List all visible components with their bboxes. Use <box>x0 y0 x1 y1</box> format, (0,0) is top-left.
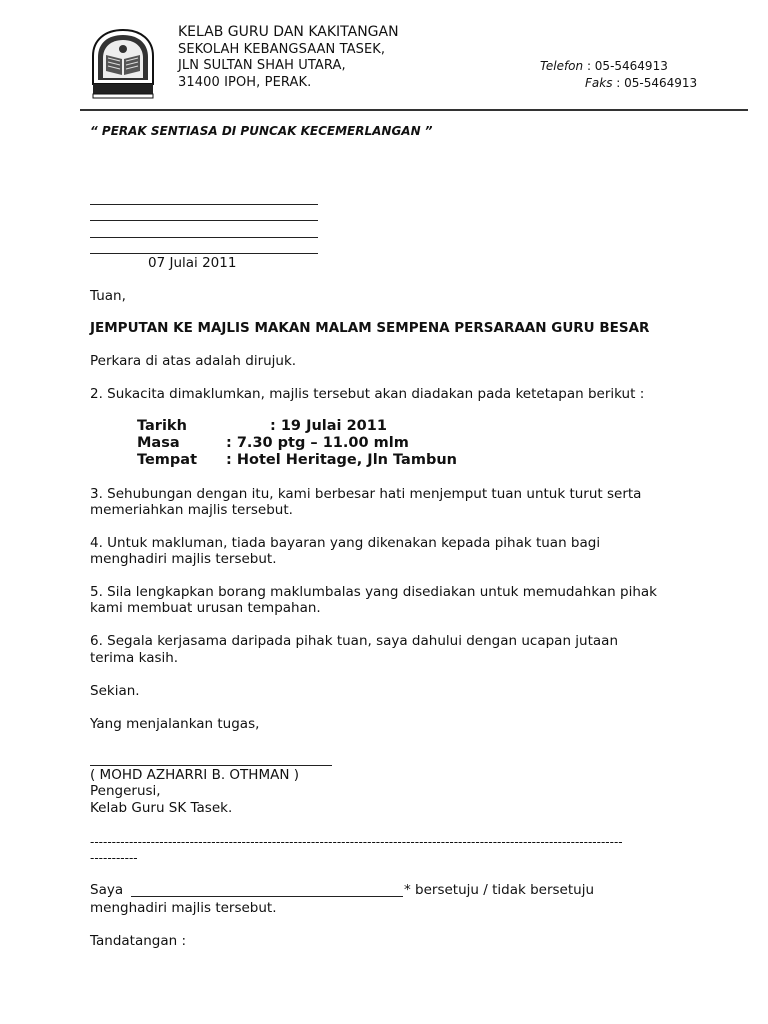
motto: “ PERAK SENTIASA DI PUNCAK KECEMERLANGAN ” <box>90 124 433 138</box>
signer-organisation: Kelab Guru SK Tasek. <box>90 800 233 816</box>
event-venue-value: : Hotel Heritage, Jln Tambun <box>226 452 457 468</box>
reply-agree-option: * bersetuju / tidak bersetuju <box>404 882 595 898</box>
paragraph-4-line-1: 4. Untuk makluman, tiada bayaran yang dikenakan kepada pihak tuan bagi <box>90 535 601 551</box>
signature-line <box>90 765 332 766</box>
address-line-3: 31400 IPOH, PERAK. <box>178 75 312 90</box>
recipient-line-4 <box>90 253 318 254</box>
telephone-label: Telefon <box>540 59 584 73</box>
telephone-value: : 05-5464913 <box>583 59 668 73</box>
org-name: KELAB GURU DAN KAKITANGAN <box>178 24 399 40</box>
letter-date: 07 Julai 2011 <box>148 255 237 271</box>
address-line-2: JLN SULTAN SHAH UTARA, <box>178 58 346 73</box>
event-venue-label: Tempat <box>137 452 198 468</box>
address-line-1: SEKOLAH KEBANGSAAN TASEK, <box>178 42 386 57</box>
event-time-value: : 7.30 ptg – 11.00 mlm <box>226 435 409 451</box>
recipient-line-1 <box>90 204 318 205</box>
reply-name-field[interactable] <box>131 896 403 897</box>
open-book-crest-icon <box>91 28 155 100</box>
reply-saya: Saya <box>90 882 124 898</box>
recipient-line-2 <box>90 220 318 221</box>
event-date-value: : 19 Julai 2011 <box>270 418 387 434</box>
recipient-line-3 <box>90 237 318 238</box>
signer-name: ( MOHD AZHARRI B. OTHMAN ) <box>90 767 299 783</box>
telephone <box>540 59 668 73</box>
club-logo <box>91 28 155 100</box>
duty-phrase: Yang menjalankan tugas, <box>90 716 260 732</box>
salutation: Tuan, <box>90 288 126 304</box>
paragraph-6-line-1: 6. Segala kerjasama daripada pihak tuan, saya dahului dengan ucapan jutaan <box>90 633 619 649</box>
header-divider <box>80 109 748 111</box>
event-date-label: Tarikh <box>137 418 187 434</box>
paragraph-reference: Perkara di atas adalah dirujuk. <box>90 353 297 369</box>
reply-line-2: menghadiri majlis tersebut. <box>90 900 277 916</box>
paragraph-5-line-1: 5. Sila lengkapkan borang maklumbalas yang disediakan untuk memudahkan pihak <box>90 584 657 600</box>
paragraph-2: 2. Sukacita dimaklumkan, majlis tersebut akan diadakan pada ketetapan berikut : <box>90 386 645 402</box>
closing: Sekian. <box>90 683 140 699</box>
fax <box>585 76 697 90</box>
paragraph-3-line-2: memeriahkan majlis tersebut. <box>90 502 293 518</box>
signer-title: Pengerusi, <box>90 783 161 799</box>
subject: JEMPUTAN KE MAJLIS MAKAN MALAM SEMPENA PERSARAAN GURU BESAR <box>90 320 650 336</box>
paragraph-6-line-2: terima kasih. <box>90 650 179 666</box>
fax-label: Faks <box>585 76 613 90</box>
paragraph-5-line-2: kami membuat urusan tempahan. <box>90 600 321 616</box>
paragraph-4-line-2: menghadiri majlis tersebut. <box>90 551 277 567</box>
reply-signature-label: Tandatangan : <box>90 933 187 949</box>
fax-value: : 05-5464913 <box>612 76 698 90</box>
cut-line: --------------------------------------------------------------------------------------------------------------------------- <box>90 835 623 849</box>
event-time-label: Masa <box>137 435 180 451</box>
cut-line-continued: ----------- <box>90 851 138 865</box>
paragraph-3-line-1: 3. Sehubungan dengan itu, kami berbesar hati menjemput tuan untuk turut serta <box>90 486 642 502</box>
